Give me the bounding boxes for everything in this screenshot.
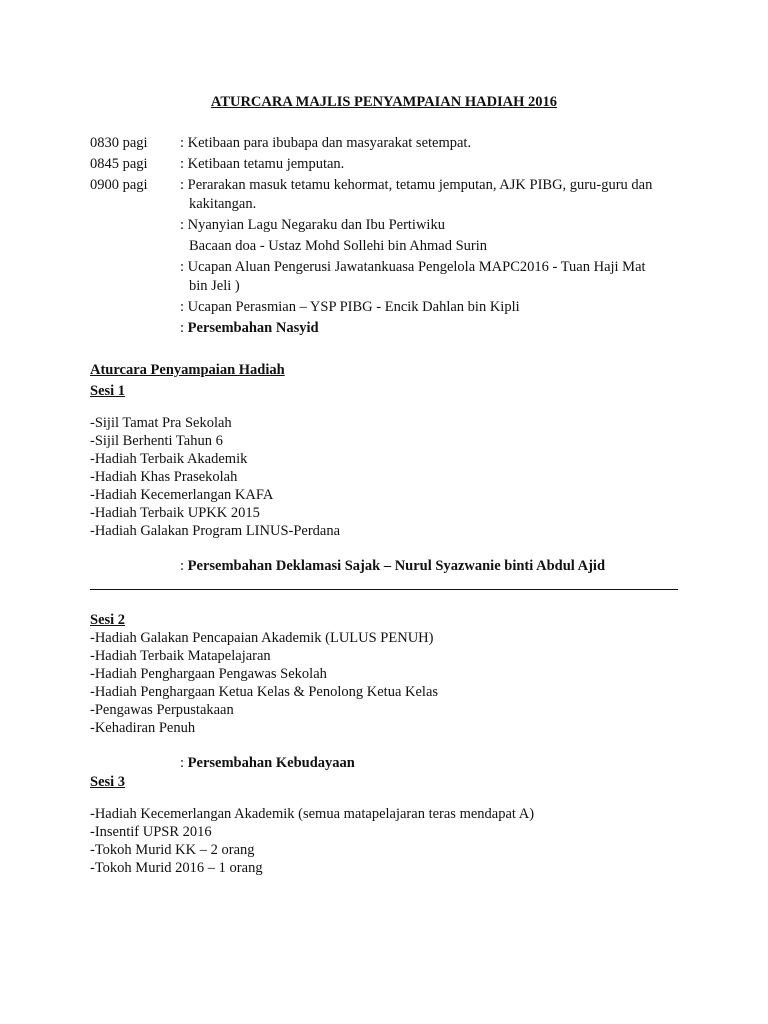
divider-line	[90, 589, 678, 590]
sesi1-heading: Sesi 1	[90, 383, 126, 399]
list-item: -Hadiah Kecemerlangan Akademik (semua matapelajaran teras mendapat A)	[90, 806, 535, 822]
schedule-time: 0830 pagi	[90, 135, 148, 151]
schedule-text: : Perarakan masuk tetamu kehormat, tetamu jemputan, AJK PIBG, guru-guru dan	[180, 177, 653, 193]
program-opening: : Ucapan Perasmian – YSP PIBG - Encik Dahlan bin Kipli	[180, 299, 520, 315]
sesi2-heading: Sesi 2	[90, 612, 126, 628]
schedule-time: 0900 pagi	[90, 177, 148, 193]
list-item: -Sijil Tamat Pra Sekolah	[90, 415, 232, 431]
list-item: -Hadiah Galakan Program LINUS-Perdana	[90, 523, 341, 539]
sesi3-heading: Sesi 3	[90, 774, 126, 790]
schedule-text: : Ketibaan tetamu jemputan.	[180, 156, 345, 172]
list-item: -Tokoh Murid 2016 – 1 orang	[90, 860, 263, 876]
list-item: -Sijil Berhenti Tahun 6	[90, 433, 223, 449]
program-nasyid: : Persembahan Nasyid	[180, 320, 319, 336]
schedule-time: 0845 pagi	[90, 156, 148, 172]
program-welcome: : Ucapan Aluan Pengerusi Jawatankuasa Pengelola MAPC2016 - Tuan Haji Mat	[180, 259, 646, 275]
schedule-text: : Ketibaan para ibubapa dan masyarakat setempat.	[180, 135, 472, 151]
list-item: -Hadiah Penghargaan Pengawas Sekolah	[90, 666, 327, 682]
list-item: -Insentif UPSR 2016	[90, 824, 212, 840]
document-title: ATURCARA MAJLIS PENYAMPAIAN HADIAH 2016	[210, 94, 558, 110]
schedule-text-continued: kakitangan.	[189, 196, 257, 212]
list-item: -Hadiah Terbaik Matapelajaran	[90, 648, 271, 664]
list-item: -Hadiah Khas Prasekolah	[90, 469, 238, 485]
list-item: -Hadiah Kecemerlangan KAFA	[90, 487, 274, 503]
list-item: -Tokoh Murid KK – 2 orang	[90, 842, 255, 858]
list-item: -Hadiah Terbaik Akademik	[90, 451, 248, 467]
list-item: -Kehadiran Penuh	[90, 720, 196, 736]
sesi1-performance: : Persembahan Deklamasi Sajak – Nurul Syazwanie binti Abdul Ajid	[180, 558, 606, 574]
list-item: -Hadiah Terbaik UPKK 2015	[90, 505, 260, 521]
list-item: -Hadiah Galakan Pencapaian Akademik (LULUS PENUH)	[90, 630, 434, 646]
program-prayer: Bacaan doa - Ustaz Mohd Sollehi bin Ahmad Surin	[189, 238, 488, 254]
program-anthem: : Nyanyian Lagu Negaraku dan Ibu Pertiwiku	[180, 217, 445, 233]
list-item: -Pengawas Perpustakaan	[90, 702, 234, 718]
list-item: -Hadiah Penghargaan Ketua Kelas & Penolong Ketua Kelas	[90, 684, 439, 700]
awards-heading: Aturcara Penyampaian Hadiah	[90, 362, 285, 378]
program-welcome-continued: bin Jeli )	[189, 278, 240, 294]
sesi2-performance: : Persembahan Kebudayaan	[180, 755, 355, 771]
